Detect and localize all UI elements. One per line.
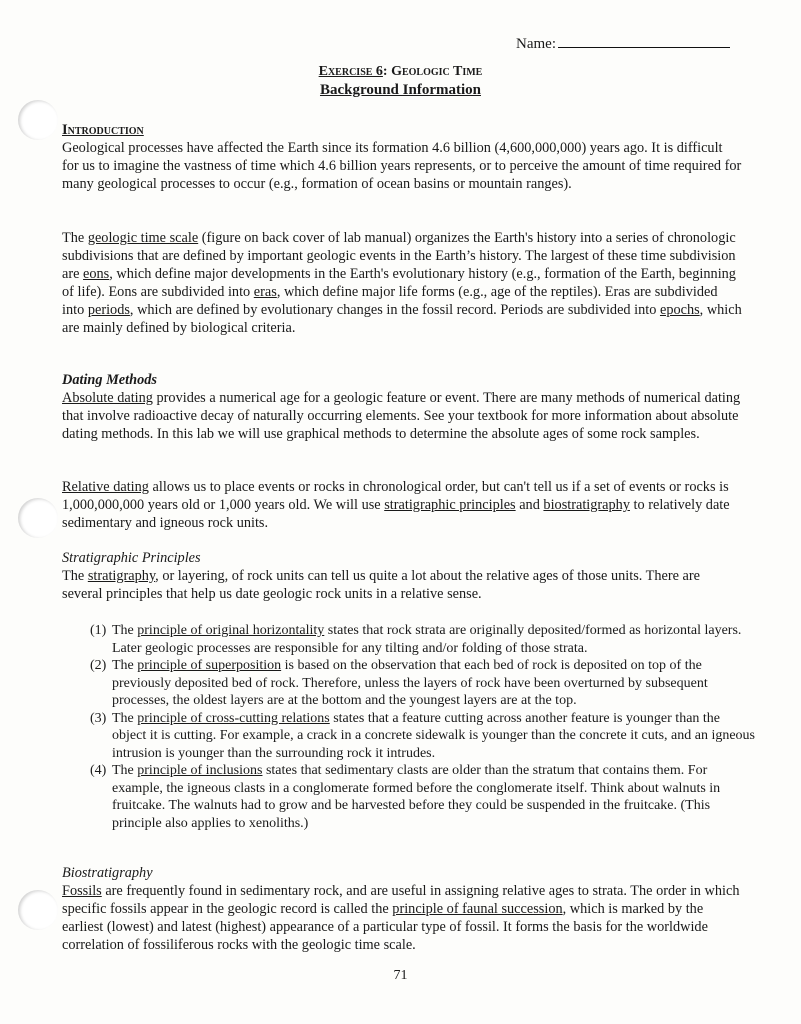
text-run: states that rock strata are originally deposited/formed as horizontal layers. Later geologic processes are responsible for any tilting and/or folding of those strata. [112, 623, 742, 656]
text-run: allows us to place events or rocks in chronological order, but can't tell us if a set of events or rocks is 1,000,000,000 years old or 1,000 years old. We will use [62, 479, 729, 513]
stratigraphic-principles-heading: Stratigraphic Principles [62, 550, 201, 566]
introduction-section [62, 121, 742, 193]
exercise-name: : Geologic Time [382, 64, 483, 79]
list-item [90, 762, 755, 832]
text-run: The [62, 568, 88, 584]
text-run: , which are defined by evolutionary changes in the fossil record. Periods are subdivided into [129, 302, 660, 318]
list-number: (4) [90, 763, 107, 778]
text-run: , which are mainly defined by biological criteria. [62, 302, 742, 336]
text-run: are frequently found in sedimentary rock, and are useful in assigning relative ages to strata. The order in which specific fossils appear in the geologic record is called the [62, 883, 740, 917]
name-label: Name: [516, 36, 556, 52]
time-scale-paragraph [62, 229, 742, 337]
text-run: The [112, 658, 138, 673]
principles-list [90, 622, 755, 832]
term-principle: principle of original horizontality [137, 623, 325, 638]
term-biostratigraphy: biostratigraphy [543, 497, 630, 513]
text-run: and [515, 497, 544, 513]
name-blank-line[interactable] [558, 47, 730, 48]
term-principle: principle of cross-cutting relations [137, 710, 330, 726]
list-number: (3) [90, 710, 107, 726]
list-item [90, 622, 755, 657]
absolute-dating-paragraph [62, 389, 742, 443]
list-text [112, 657, 755, 710]
text-run: , which define major developments in the Earth's evolutionary history (e.g., formation of the Earth, beginning of life). Eons are subdivided into [62, 266, 736, 300]
introduction-heading: Introduction [62, 122, 144, 138]
list-number: (1) [90, 623, 107, 638]
page-number: 71 [393, 968, 408, 983]
page-subtitle: Background Information [319, 82, 481, 98]
text-run: (figure on back cover of lab manual) organizes the Earth's history into a series of chronologic subdivisions that are defined by important geologic events in the Earth’s history. The largest of these time subdivision are [62, 230, 736, 282]
list-text [112, 710, 755, 763]
text-run: The [62, 230, 88, 246]
list-text [112, 622, 755, 657]
text-run: , which is marked by the earliest (lowest) and latest (highest) appearance of a particular type of fossil. It forms the basis for the worldwide correlation of fossiliferous rocks with the geologic time scale. [62, 901, 708, 953]
term-absolute-dating: Absolute dating [62, 390, 153, 406]
text-run: The [112, 763, 138, 778]
dating-methods-section [62, 371, 742, 443]
exercise-title [0, 64, 801, 80]
list-item [90, 657, 755, 710]
term-stratigraphy: stratigraphy [87, 568, 156, 584]
term-principle: principle of inclusions [137, 763, 263, 778]
term-faunal-succession: principle of faunal succession [392, 901, 563, 917]
text-run: , or layering, of rock units can tell us quite a lot about the relative ages of those units. There are several principles that help us date geologic rock units in a relative sense. [62, 568, 701, 602]
dating-methods-heading: Dating Methods [62, 372, 157, 388]
biostratigraphy-paragraph [62, 882, 742, 954]
name-field[interactable] [516, 36, 730, 53]
punch-hole-top [18, 100, 58, 140]
term-stratigraphic-principles: stratigraphic principles [384, 497, 516, 513]
text-run: is based on the observation that each bed of rock is deposited on top of the previously deposited bed of rock. Therefore, unless the layers of rock have been overturned by subsequent processes, the oldest layers are at the bottom and the youngest layers are at the top. [112, 658, 708, 708]
text-run: The [112, 623, 138, 638]
list-item [90, 710, 755, 763]
text-run: states that a feature cutting across another feature is younger than the object it is cutting. For example, a crack in a concrete sidewalk is younger than the concrete it cuts, and an igneous intrusion is younger than the surrounding rock it intrudes. [112, 710, 756, 761]
term-eras: eras [253, 284, 277, 300]
term-epochs: epochs [659, 302, 700, 318]
term-principle: principle of superposition [137, 658, 282, 673]
list-number: (2) [90, 658, 107, 673]
biostratigraphy-section [62, 864, 742, 954]
text-run: , which define major life forms (e.g., age of the reptiles). Eras are subdivided into [62, 284, 718, 318]
term-periods: periods [87, 302, 130, 318]
stratigraphy-paragraph [62, 567, 742, 603]
punch-hole-bottom [18, 890, 58, 930]
term-fossils: Fossils [62, 883, 102, 899]
list-text [112, 762, 755, 832]
text-run: to relatively date sedimentary and igneous rock units. [62, 497, 730, 531]
introduction-paragraph-1: Geological processes have affected the Earth since its formation 4.6 billion (4,600,000,000) years ago. It is difficult for us to imagine the vastness of time which 4.6 billion years represents, or to perceive the amount of time required for many geological processes to occur (e.g., formation of ocean basins or mountain ranges). [62, 140, 742, 192]
exercise-number: Exercise 6 [318, 64, 383, 79]
term-relative-dating: Relative dating [62, 479, 149, 495]
text-run: provides a numerical age for a geologic feature or event. There are many methods of numerical dating that involve radioactive decay of naturally occurring elements. See your textbook for more information about absolute dating methods. In this lab we will use graphical methods to determine the absolute ages of some rock samples. [62, 390, 741, 442]
relative-dating-paragraph [62, 478, 742, 532]
term-eons: eons [83, 266, 110, 282]
stratigraphic-principles-section [62, 549, 742, 603]
punch-hole-middle [18, 498, 58, 538]
text-run: The [112, 710, 138, 726]
term-geologic-time-scale: geologic time scale [87, 230, 199, 246]
text-run: states that sedimentary clasts are older than the stratum that contains them. For example, the igneous clasts in a conglomerate formed before the conglomerate itself. Think about walnuts in fruitcake. The walnuts had to grow and be harvested before they could be suspended in the fruitcake. (This principle also applies to xenoliths.) [112, 763, 721, 831]
biostratigraphy-heading: Biostratigraphy [62, 865, 153, 881]
